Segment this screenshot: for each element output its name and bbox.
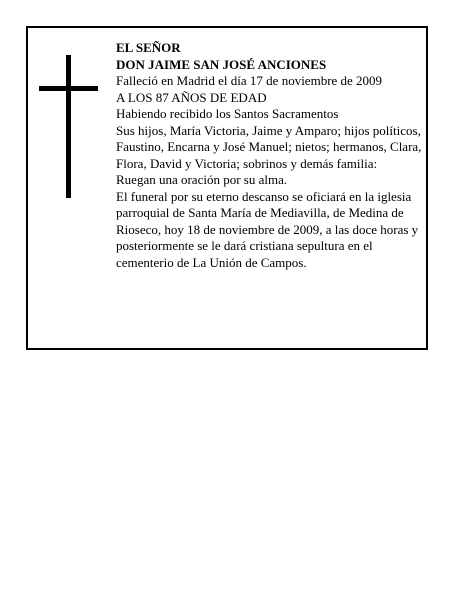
death-info: Falleció en Madrid el día 17 de noviembre de 2009 xyxy=(116,73,383,88)
prayer-line: Ruegan una oración por su alma. xyxy=(116,172,288,187)
cross-horizontal-bar xyxy=(39,86,98,91)
sacraments-line: Habiendo recibido los Santos Sacramentos xyxy=(116,106,339,121)
deceased-name: DON JAIME SAN JOSÉ ANCIONES xyxy=(116,56,327,72)
cross-icon xyxy=(28,28,108,228)
obituary-text xyxy=(116,40,422,271)
cross-vertical-bar xyxy=(66,55,71,198)
family-paragraph: Sus hijos, María Victoria, Jaime y Amparo; hijos políticos, Faustino, Encarna y José Manuel; nietos; hermanos, Clara, Flora, David y Victoria; sobrinos y demás familia: xyxy=(116,122,422,171)
obituary-notice xyxy=(26,26,428,350)
funeral-paragraph: El funeral por su eterno descanso se oficiará en la iglesia parroquial de Santa María de Mediavilla, de Medina de Rioseco, hoy 18 de noviembre de 2009, a las doce horas y posteriormente se le dará cristiana sepultura en el cementerio de La Unión de Campos. xyxy=(116,188,419,270)
age-line: A LOS 87 AÑOS DE EDAD xyxy=(116,89,267,105)
heading-title: EL SEÑOR xyxy=(116,40,181,55)
